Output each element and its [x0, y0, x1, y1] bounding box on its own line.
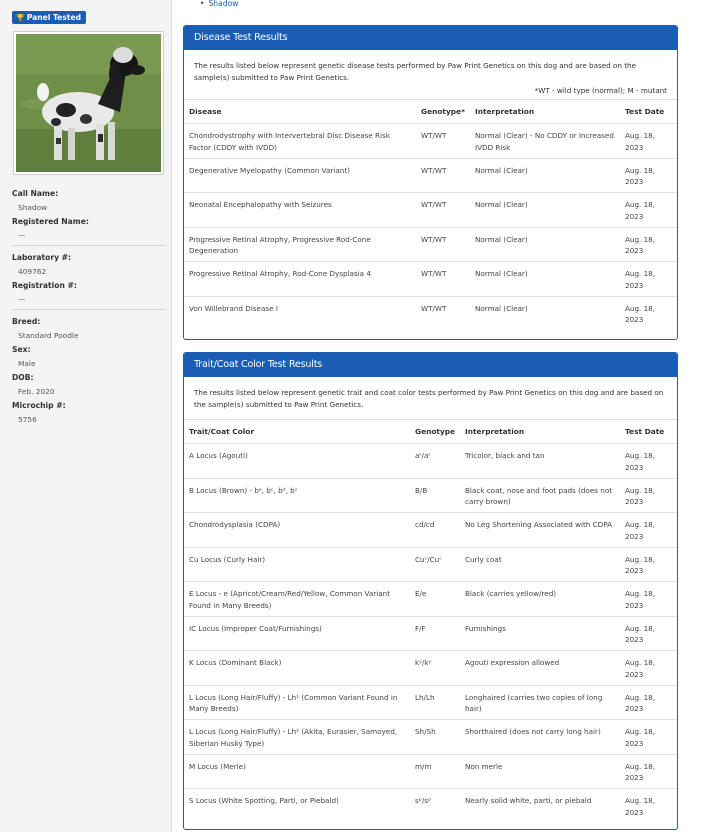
cell-name: Cu Locus (Curly Hair): [184, 547, 410, 582]
panel-tested-badge: [12, 11, 86, 24]
registration-number-value: —: [18, 295, 26, 304]
table-row: [184, 444, 677, 479]
trait-panel-title: Trait/Coat Color Test Results: [184, 353, 677, 377]
table-row: [184, 262, 677, 297]
cell-genotype: B/B: [410, 478, 460, 513]
cell-name: Progressive Retinal Atrophy, Progressive Rod-Cone Degeneration: [184, 227, 416, 262]
cell-test-date: Aug. 18, 2023: [620, 193, 677, 228]
table-row: [184, 582, 677, 617]
cell-interpretation: Normal (Clear): [470, 193, 620, 228]
cell-genotype: E/e: [410, 582, 460, 617]
cell-interpretation: Black coat, nose and foot pads (does not carry brown): [460, 478, 620, 513]
cell-test-date: Aug. 18, 2023: [620, 547, 677, 582]
cell-genotype: m/m: [410, 754, 460, 789]
cell-test-date: Aug. 18, 2023: [620, 651, 677, 686]
dog-photo[interactable]: [13, 31, 164, 175]
cell-interpretation: Shorthaired (does not carry long hair): [460, 720, 620, 755]
table-row: [184, 227, 677, 262]
cell-test-date: Aug. 18, 2023: [620, 124, 677, 159]
table-row: [184, 789, 677, 824]
cell-interpretation: Curly coat: [460, 547, 620, 582]
cell-genotype: Sh/Sh: [410, 720, 460, 755]
cell-interpretation: Non merle: [460, 754, 620, 789]
cell-name: Progressive Retinal Atrophy, Rod-Cone Dysplasia 4: [184, 262, 416, 297]
cell-interpretation: Normal (Clear): [470, 158, 620, 193]
cell-test-date: Aug. 18, 2023: [620, 296, 677, 331]
col-disease: Disease: [184, 100, 416, 124]
trophy-icon: 🏆: [16, 14, 25, 22]
cell-test-date: Aug. 18, 2023: [620, 582, 677, 617]
cell-name: K Locus (Dominant Black): [184, 651, 410, 686]
table-row: [184, 478, 677, 513]
breed-value: Standard Poodle: [18, 331, 79, 340]
cell-test-date: Aug. 18, 2023: [620, 789, 677, 824]
cell-test-date: Aug. 18, 2023: [620, 616, 677, 651]
col-genotype: Genotype: [410, 420, 460, 444]
registered-name-label: Registered Name:: [12, 217, 89, 226]
call-name-label: Call Name:: [12, 189, 59, 198]
disease-results-panel: [183, 25, 678, 340]
laboratory-number-label: Laboratory #:: [12, 253, 72, 262]
divider: [12, 309, 166, 310]
cell-test-date: Aug. 18, 2023: [620, 227, 677, 262]
cell-test-date: Aug. 18, 2023: [620, 513, 677, 548]
dob-label: DOB:: [12, 373, 34, 382]
disease-table: [184, 99, 677, 331]
cell-test-date: Aug. 18, 2023: [620, 262, 677, 297]
cell-test-date: Aug. 18, 2023: [620, 685, 677, 720]
dog-photo-image: [16, 34, 161, 172]
cell-genotype: WT/WT: [416, 296, 470, 331]
cell-name: B Locus (Brown) - bᵃ, bᶜ, bᵈ, bˢ: [184, 478, 410, 513]
cell-name: Chondrodysplasia (CDPA): [184, 513, 410, 548]
disease-table-header: [184, 100, 677, 124]
cell-test-date: Aug. 18, 2023: [620, 444, 677, 479]
registered-name-value: —: [18, 231, 26, 240]
cell-genotype: Cuᶜ/Cuᶜ: [410, 547, 460, 582]
shadow-list-item[interactable]: [200, 0, 238, 8]
sex-value: Male: [18, 359, 36, 368]
bullet: •: [200, 0, 205, 8]
shadow-link[interactable]: Shadow: [208, 0, 239, 8]
dob-value: Feb. 2020: [18, 387, 55, 396]
cell-interpretation: Longhaired (carries two copies of long hair): [460, 685, 620, 720]
table-row: [184, 685, 677, 720]
call-name-value: Shadow: [18, 203, 48, 212]
cell-name: M Locus (Merle): [184, 754, 410, 789]
table-row: [184, 754, 677, 789]
cell-name: Chondrodystrophy with Intervertebral Disc Disease Risk Factor (CDDY with IVDD): [184, 124, 416, 159]
cell-interpretation: Normal (Clear): [470, 227, 620, 262]
cell-genotype: cd/cd: [410, 513, 460, 548]
dog-profile-sidebar: [0, 0, 172, 832]
cell-genotype: WT/WT: [416, 124, 470, 159]
cell-interpretation: Normal (Clear): [470, 262, 620, 297]
sex-label: Sex:: [12, 345, 31, 354]
cell-interpretation: Black (carries yellow/red): [460, 582, 620, 617]
cell-genotype: sᵖ/sᵖ: [410, 789, 460, 824]
cell-test-date: Aug. 18, 2023: [620, 478, 677, 513]
col-interpretation: Interpretation: [470, 100, 620, 124]
trait-intro: The results listed below represent genetic trait and coat color tests performed by Paw Print Genetics on this dog and are based on the sample(s) submitted to Paw Print Genetics.: [194, 388, 664, 409]
table-row: [184, 513, 677, 548]
table-row: [184, 296, 677, 331]
cell-name: Degenerative Myelopathy (Common Variant): [184, 158, 416, 193]
cell-interpretation: Tricolor, black and tan: [460, 444, 620, 479]
trait-results-panel: [183, 352, 678, 830]
table-row: [184, 720, 677, 755]
panel-tested-label: Panel Tested: [26, 13, 82, 22]
cell-interpretation: Nearly solid white, parti, or piebald: [460, 789, 620, 824]
cell-name: Neonatal Encephalopathy with Seizures: [184, 193, 416, 228]
cell-genotype: WT/WT: [416, 262, 470, 297]
cell-name: L Locus (Long Hair/Fluffy) - Lh¹ (Common Variant Found in Many Breeds): [184, 685, 410, 720]
col-test-date: Test Date: [620, 100, 677, 124]
cell-genotype: WT/WT: [416, 227, 470, 262]
trait-table-header: [184, 420, 677, 444]
cell-interpretation: Agouti expression allowed: [460, 651, 620, 686]
cell-test-date: Aug. 18, 2023: [620, 720, 677, 755]
cell-genotype: kʸ/kʸ: [410, 651, 460, 686]
disease-panel-title: Disease Test Results: [184, 26, 677, 50]
cell-name: L Locus (Long Hair/Fluffy) - Lh² (Akita, Eurasier, Samoyed, Siberian Husky Type): [184, 720, 410, 755]
table-row: [184, 124, 677, 159]
registration-number-label: Registration #:: [12, 281, 77, 290]
cell-interpretation: No Leg Shortening Associated with CDPA: [460, 513, 620, 548]
col-test-date: Test Date: [620, 420, 677, 444]
breed-label: Breed:: [12, 317, 41, 326]
cell-genotype: F/F: [410, 616, 460, 651]
divider: [12, 245, 166, 246]
microchip-label: Microchip #:: [12, 401, 66, 410]
genotype-legend: *WT - wild type (normal); M - mutant: [534, 86, 667, 95]
cell-genotype: WT/WT: [416, 193, 470, 228]
cell-test-date: Aug. 18, 2023: [620, 158, 677, 193]
cell-name: IC Locus (Improper Coat/Furnishings): [184, 616, 410, 651]
cell-name: A Locus (Agouti): [184, 444, 410, 479]
cell-genotype: WT/WT: [416, 158, 470, 193]
table-row: [184, 158, 677, 193]
disease-table-body: [184, 124, 677, 331]
col-trait: Trait/Coat Color: [184, 420, 410, 444]
cell-name: S Locus (White Spotting, Parti, or Piebald): [184, 789, 410, 824]
laboratory-number-value: 409762: [18, 267, 47, 276]
dog-info: [8, 189, 166, 425]
cell-genotype: Lh/Lh: [410, 685, 460, 720]
cell-name: E Locus - e (Apricot/Cream/Red/Yellow, Common Variant Found in Many Breeds): [184, 582, 410, 617]
cell-test-date: Aug. 18, 2023: [620, 754, 677, 789]
table-row: [184, 547, 677, 582]
col-interpretation: Interpretation: [460, 420, 620, 444]
disease-intro: The results listed below represent genetic disease tests performed by Paw Print Genetics on this dog and are based on the sample(s) submitted to Paw Print Genetics.: [194, 61, 637, 82]
cell-name: Von Willebrand Disease I: [184, 296, 416, 331]
cell-interpretation: Normal (Clear): [470, 296, 620, 331]
cell-interpretation: Normal (Clear) - No CDDY or Increased IVDD Risk: [470, 124, 620, 159]
col-genotype: Genotype*: [416, 100, 470, 124]
trait-table-body: [184, 444, 677, 824]
table-row: [184, 651, 677, 686]
trait-table: [184, 419, 677, 823]
cell-interpretation: Furnishings: [460, 616, 620, 651]
table-row: [184, 193, 677, 228]
table-row: [184, 616, 677, 651]
cell-genotype: aᵗ/aᵗ: [410, 444, 460, 479]
microchip-value: 5756: [18, 415, 37, 424]
